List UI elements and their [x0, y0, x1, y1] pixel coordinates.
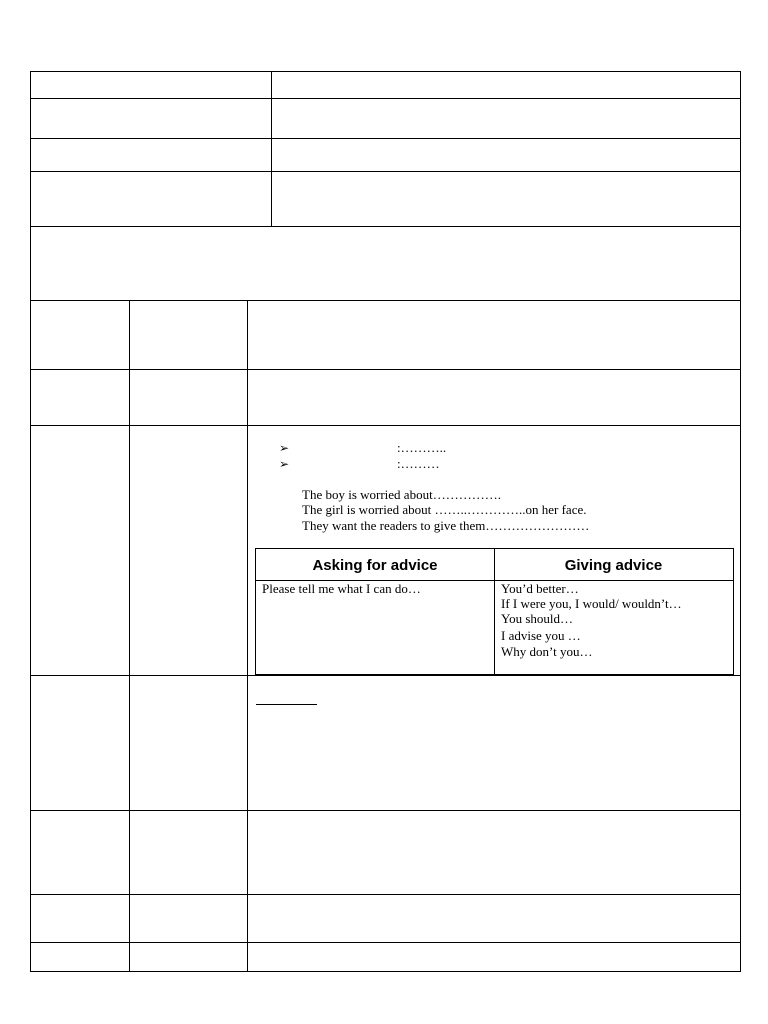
asking-phrase: Please tell me what I can do… — [262, 581, 421, 596]
column-divider — [129, 300, 130, 972]
row-divider — [30, 810, 741, 811]
advice-header-giving: Giving advice — [564, 556, 663, 574]
advice-table — [255, 548, 734, 675]
giving-phrase: I advise you … — [501, 628, 581, 643]
row-divider — [30, 942, 741, 943]
bullet-dots: :……… — [397, 456, 440, 471]
row-divider — [30, 894, 741, 895]
row-divider — [30, 369, 741, 370]
giving-phrase: You should… — [501, 611, 574, 626]
row-divider — [30, 226, 741, 227]
row-divider — [30, 300, 741, 301]
sentence-line: The girl is worried about ……..…………..on her face. — [302, 502, 587, 517]
advice-header-asking: Asking for advice — [312, 556, 438, 574]
underline-mark — [256, 704, 317, 705]
sentence-line: The boy is worried about……………. — [302, 487, 501, 502]
giving-phrase: You’d better… — [501, 581, 579, 596]
row-divider — [30, 425, 741, 426]
row-divider — [30, 138, 741, 139]
giving-phrase: If I were you, I would/ wouldn’t… — [501, 596, 682, 611]
arrow-bullet-icon: ➢ — [279, 441, 290, 455]
column-divider — [271, 71, 272, 226]
bullet-dots: :……….. — [397, 440, 447, 455]
row-divider — [30, 98, 741, 99]
row-divider — [30, 675, 741, 676]
row-divider — [30, 171, 741, 172]
arrow-bullet-icon: ➢ — [279, 457, 290, 471]
giving-phrase: Why don’t you… — [501, 644, 593, 659]
sentence-line: They want the readers to give them…………………… — [302, 518, 590, 533]
column-divider — [247, 300, 248, 972]
advice-column-divider — [494, 549, 495, 674]
